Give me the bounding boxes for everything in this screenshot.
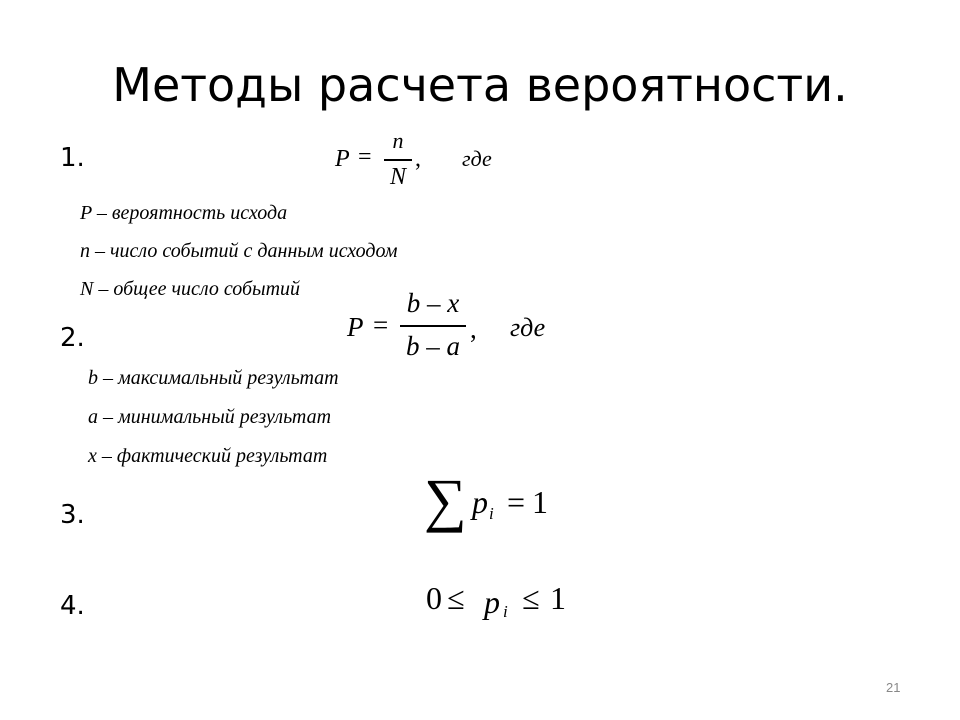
formula-3-variable: p	[472, 484, 488, 520]
formula-2-lhs: P	[347, 312, 364, 342]
formula-1-numerator: n	[392, 128, 404, 153]
formula-2-equals: =	[373, 310, 389, 340]
formula-3-rhs: 1	[532, 484, 548, 520]
formula-4-le-1: ≤	[447, 580, 465, 616]
formula-1-where: где	[462, 146, 492, 171]
formula-1-lhs: P	[335, 146, 350, 172]
formula-1-denominator: N	[389, 164, 406, 190]
formula-2-where: где	[510, 313, 546, 342]
definition-2-1: b – максимальный результат	[88, 367, 339, 389]
sum-icon: ∑	[424, 467, 467, 533]
formula-4-variable: p	[484, 584, 500, 620]
item-2-number: 2.	[60, 323, 85, 353]
formula-2-denominator: b – a	[406, 331, 460, 361]
formula-4-le-2: ≤	[522, 580, 540, 616]
page-number: 21	[886, 680, 901, 695]
item-1-number: 1.	[60, 143, 85, 173]
formula-1-equals: =	[358, 144, 372, 170]
formula-4-lower-bound: 0	[426, 580, 442, 616]
slide-title: Методы расчета вероятности.	[112, 58, 848, 112]
formula-3-equals: =	[507, 484, 526, 520]
definition-1-2: n – число событий с данным исходом	[80, 240, 398, 262]
formula-2-numerator: b – x	[406, 288, 460, 318]
formula-2-fraction-bar	[400, 325, 466, 327]
item-3-number: 3.	[60, 500, 85, 530]
definition-2-3: x – фактический результат	[88, 445, 328, 467]
definition-2-2: a – минимальный результат	[88, 406, 332, 428]
formula-2-comma: ,	[470, 314, 477, 344]
item-4-number: 4.	[60, 591, 85, 621]
formula-1-fraction-bar	[384, 159, 412, 161]
formula-4-upper-bound: 1	[550, 580, 566, 616]
formula-4-subscript: i	[503, 602, 508, 621]
definition-1-3: N – общее число событий	[80, 278, 301, 300]
definition-1-1: P – вероятность исхода	[80, 202, 288, 224]
formula-1-comma: ,	[415, 146, 421, 172]
formula-3-subscript: i	[489, 504, 494, 523]
